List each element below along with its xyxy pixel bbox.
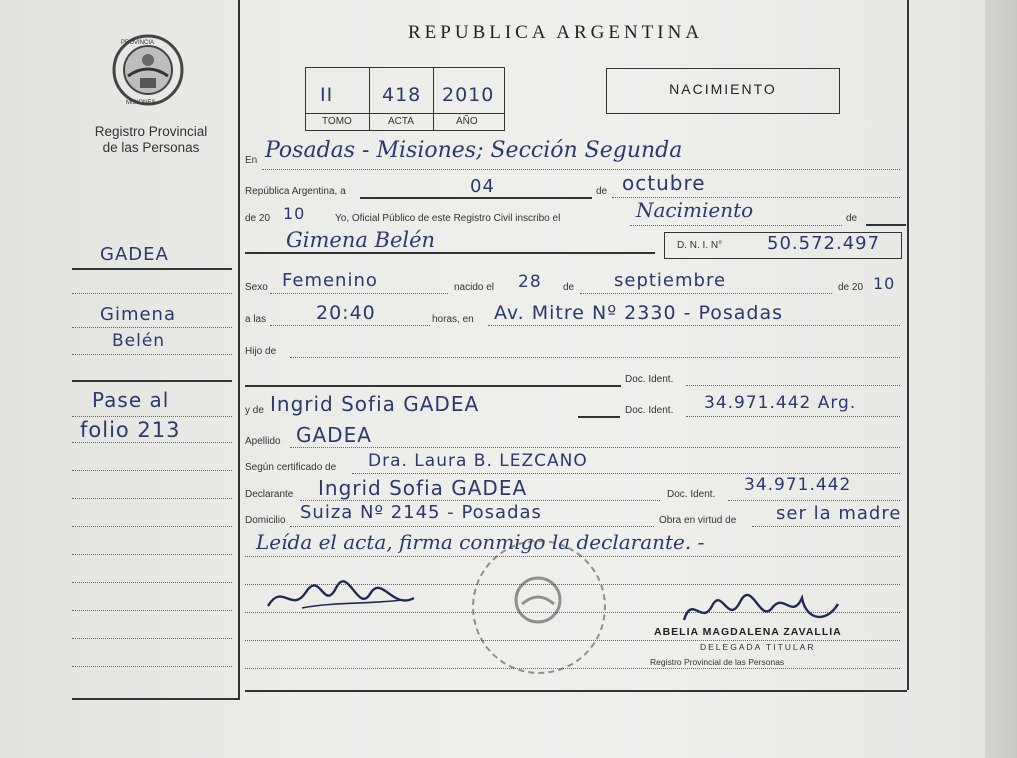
value-declarante-doc: 34.971.442 [744,475,852,495]
officer-office: Registro Provincial de las Personas [650,657,785,667]
margin-rule [72,268,232,270]
registry-line-1: Registro Provincial [94,124,208,139]
value-madre: Ingrid Sofia GADEA [270,392,480,416]
label-de-2: de [846,213,858,224]
value-domicilio: Suiza Nº 2145 - Posadas [300,502,542,523]
label-docident-2: Doc. Ident. [625,405,674,416]
margin-dotted-line [72,582,232,583]
value-nac-anio: 10 [873,274,896,293]
label-en: En [245,155,258,166]
label-declarante: Declarante [245,489,294,500]
margin-dotted-line [72,327,232,328]
field-line [245,252,655,254]
form-bottom-rule [245,690,907,692]
margin-dotted-line [72,526,232,527]
field-line [630,225,842,226]
country-title: REPUBLICA ARGENTINA [408,22,704,43]
registry-name [86,124,216,156]
value-apellido: GADEA [296,423,372,447]
label-yo: Yo, Oficial Público de este Registro Civil inscribo el [335,213,561,224]
acta-value: 418 [382,84,422,106]
margin-dotted-line [72,293,232,294]
label-de-3: de [563,282,575,293]
field-line [290,357,900,358]
margin-name-2: Belén [112,331,166,351]
field-line [488,325,900,326]
value-certificado: Dra. Laura B. LEZCANO [368,451,588,471]
dni-box [664,232,902,259]
value-obra: ser la madre [776,503,902,524]
label-dni: D. N. I. N° [677,240,723,251]
record-box-divider [306,113,504,114]
margin-dotted-line [72,666,232,667]
margin-dotted-line [72,442,232,443]
value-dia: 04 [470,176,495,197]
margin-rule [72,380,232,382]
field-line [728,500,900,501]
margin-dotted-line [72,416,232,417]
field-line [270,293,448,294]
margin-dotted-line [72,554,232,555]
label-alas: a las [245,314,267,325]
value-declarante: Ingrid Sofia GADEA [318,476,528,500]
label-yde: y de [245,405,264,416]
field-line [686,385,900,386]
field-line [270,325,430,326]
right-border [907,0,909,690]
margin-dotted-line [72,638,232,639]
value-nac-dia: 28 [518,272,542,292]
tomo-label: TOMO [322,116,352,127]
margin-note-1: Pase al [92,388,170,412]
margin-dotted-line [72,354,232,355]
officer-title: DELEGADA TITULAR [700,642,816,652]
field-line [290,447,900,448]
stamp-emblem-icon [508,570,568,630]
margin-name-1: Gimena [100,304,176,325]
label-nacido: nacido el [454,282,495,293]
margin-surname: GADEA [100,244,169,265]
field-line [300,500,660,501]
field-line [752,526,900,527]
label-docident-3: Doc. Ident. [667,489,716,500]
field-line [290,526,654,527]
label-republica: República Argentina, a [245,186,346,197]
margin-dotted-line [72,498,232,499]
column-divider [238,0,240,700]
label-hijo: Hijo de [245,346,277,357]
label-de20b: de 20 [838,282,864,293]
field-line [578,416,620,418]
seal-top-text: PROVINCIA [121,40,155,46]
field-line [245,385,621,387]
doc-type: NACIMIENTO [669,81,777,97]
tomo-value: II [320,84,334,106]
label-de: de [596,186,608,197]
doc-type-box [606,68,840,114]
field-line [580,293,832,294]
value-lugar-nac: Av. Mitre Nº 2330 - Posadas [494,302,784,324]
label-docident-1: Doc. Ident. [625,374,674,385]
value-acto: Nacimiento [636,198,754,222]
field-line [686,416,900,417]
field-line [866,224,906,226]
value-sexo: Femenino [282,270,378,291]
record-box [305,67,505,131]
page-edge [985,0,1017,758]
seal-bottom-text: MISIONES [126,100,156,106]
acta-label: ACTA [388,116,414,127]
label-segun: Según certificado de [245,462,337,473]
label-de20: de 20 [245,213,271,224]
value-lugar: Posadas - Misiones; Sección Segunda [265,138,683,163]
margin-bottom-rule [72,698,240,700]
value-leida: Leída el acta, firma conmigo la declarante. - [256,530,705,554]
value-madre-doc: 34.971.442 Arg. [704,393,857,413]
label-obra: Obra en virtud de [659,515,737,526]
declarant-signature-icon [262,578,422,618]
anio-label: AÑO [456,116,478,127]
field-line [352,473,900,474]
margin-note-2: folio 213 [80,418,181,442]
field-line [360,197,592,199]
label-apellido: Apellido [245,436,281,447]
field-line [262,169,900,170]
label-sexo: Sexo [245,282,268,293]
value-hora: 20:40 [316,302,376,324]
officer-name: ABELIA MAGDALENA ZAVALLIA [654,626,842,638]
value-mes: octubre [622,171,706,195]
label-horas: horas, en [432,314,474,325]
value-nombre: Gimena Belén [286,228,436,252]
margin-dotted-line [72,610,232,611]
registry-line-2: de las Personas [102,140,200,155]
margin-dotted-line [72,470,232,471]
anio-value: 2010 [442,84,495,106]
value-dni: 50.572.497 [767,233,881,254]
label-domicilio: Domicilio [245,515,286,526]
value-nac-mes: septiembre [614,270,727,291]
field-line [245,668,900,669]
value-anio: 10 [283,204,306,223]
